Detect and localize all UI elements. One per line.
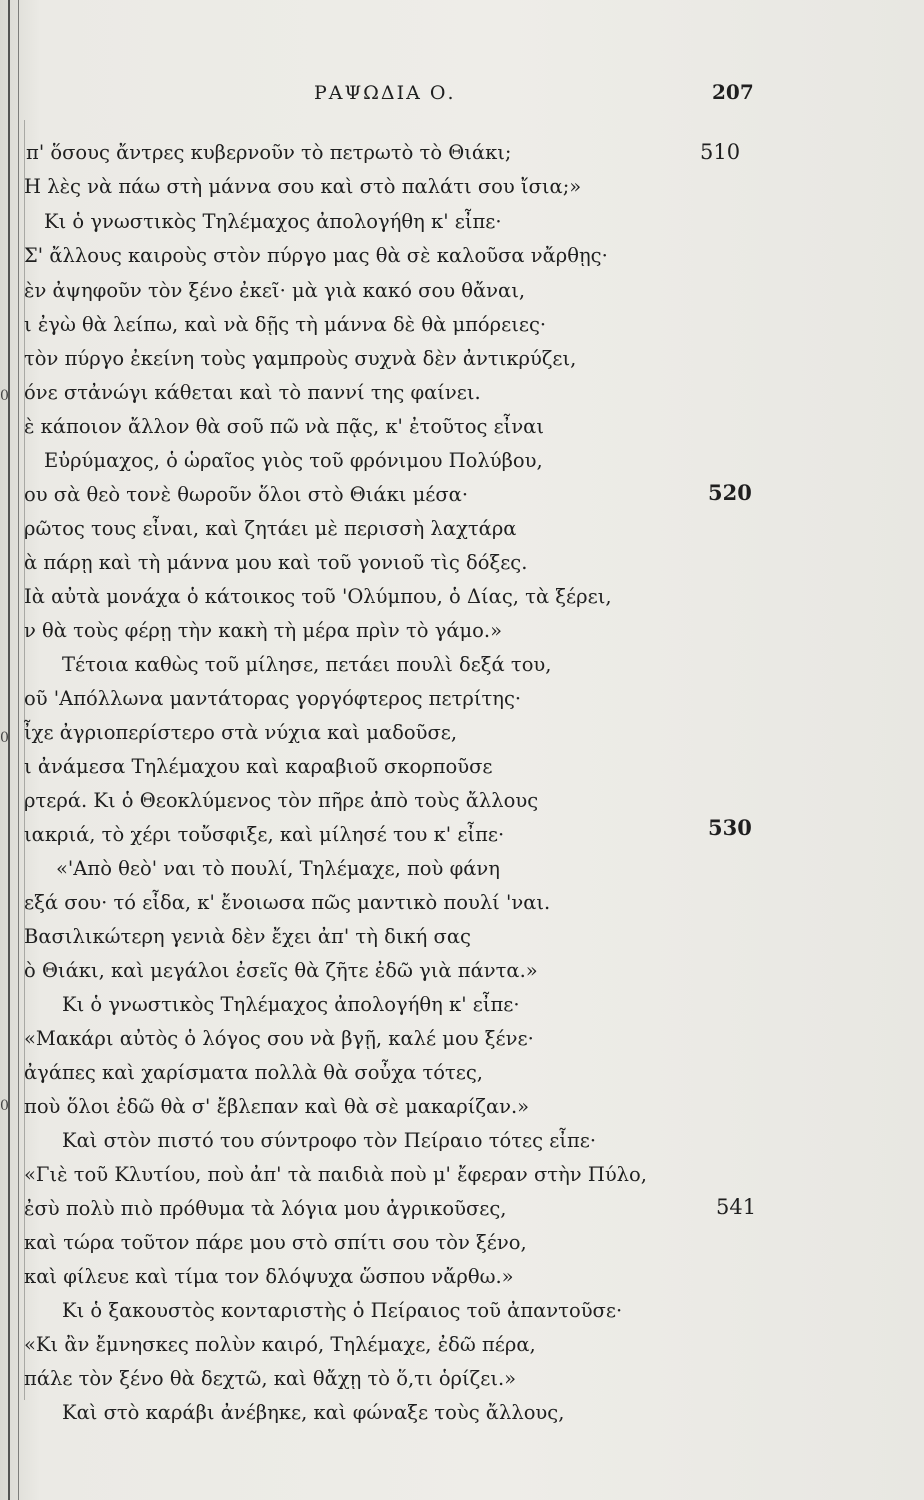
- verse-line: ὰ πάρῃ καὶ τὴ μάννα μου καὶ τοῦ γονιοῦ τὶς δόξες.: [24, 551, 528, 574]
- line-number: 520: [708, 480, 752, 505]
- verse-line: όνε στἀνώγι κάθεται καὶ τὸ παννί της φαίνει.: [24, 381, 481, 404]
- margin-mark: 0: [0, 1098, 9, 1114]
- verse-line: ρτερά. Κι ὁ Θεοκλύμενος τὸν πῆρε ἀπὸ τοὺς ἄλλους: [24, 789, 539, 812]
- verse-line: ὲ κάποιον ἄλλον θὰ σοῦ πῶ νὰ πᾷς, κ' ἐτοῦτος εἶναι: [24, 415, 544, 438]
- binding-edge-inner: [18, 0, 19, 1500]
- verse-line: «Μακάρι αὐτὸς ὁ λόγος σου νὰ βγῇ, καλέ μου ξένε·: [24, 1027, 534, 1050]
- verse-line: ἀγάπες καὶ χαρίσματα πολλὰ θὰ σοὖχα τότες,: [24, 1061, 484, 1084]
- verse-line: ου σὰ θεὸ τονὲ θωροῦν ὅλοι στὸ Θιάκι μέσα·: [24, 483, 469, 506]
- verse-line: Κι ὁ γνωστικὸς Τηλέμαχος ἀπολογήθη κ' εἶπε·: [62, 993, 520, 1016]
- verse-line: Καὶ στὸ καράβι ἀνέβηκε, καὶ φώναξε τοὺς ἄλλους,: [62, 1401, 565, 1424]
- verse-line: «Κι ἂν ἔμνησκες πολὺν καιρό, Τηλέμαχε, ἐδῶ πέρα,: [24, 1333, 536, 1356]
- verse-line: Εὐρύμαχος, ὁ ὡραῖος γιὸς τοῦ φρόνιμου Πολύβου,: [44, 449, 543, 472]
- verse-line: Τέτοια καθὼς τοῦ μίλησε, πετάει πουλὶ δεξά του,: [62, 653, 552, 676]
- verse-line: «'Απὸ θεὸ' ναι τὸ πουλί, Τηλέμαχε, ποὺ φάνη: [56, 857, 500, 880]
- page-number: 207: [712, 80, 754, 104]
- verse-line: ι ἐγὼ θὰ λείπω, καὶ νὰ δῇς τὴ μάννα δὲ θὰ μπόρειες·: [24, 313, 547, 336]
- verse-line: εξά σου· τό εἶδα, κ' ἔνοιωσα πῶς μαντικὸ πουλί 'ναι.: [24, 891, 551, 914]
- verse-line: ἶχε ἀγριοπερίστερο στὰ νύχια καὶ μαδοῦσε,: [24, 721, 458, 744]
- verse-line: ι ἀνάμεσα Τηλέμαχου καὶ καραβιοῦ σκορποῦσε: [24, 755, 493, 778]
- verse-line: Κι ὁ ξακουστὸς κονταριστὴς ὁ Πείραιος τοῦ ἀπαντοῦσε·: [62, 1299, 623, 1322]
- verse-line: τὸν πύργο ἐκείνη τοὺς γαμπροὺς συχνὰ δὲν ἀντικρύζει,: [24, 347, 577, 370]
- margin-mark: 0: [0, 388, 9, 404]
- verse-line: «Γιὲ τοῦ Κλυτίου, ποὺ ἀπ' τὰ παιδιὰ ποὺ μ' ἔφεραν στὴν Πύλο,: [24, 1163, 647, 1186]
- binding-edge: [8, 0, 10, 1500]
- verse-line: οῦ 'Απόλλωνα μαντάτορας γοργόφτερος πετρίτης·: [24, 687, 522, 710]
- verse-line: ιακριά, τὸ χέρι τοὔσφιξε, καὶ μίλησέ του κ' εἶπε·: [24, 823, 505, 846]
- verse-line: Σ' ἄλλους καιροὺς στὸν πύργο μας θὰ σὲ καλοῦσα νἄρθῃς·: [24, 244, 608, 267]
- margin-mark: 0: [0, 730, 9, 746]
- verse-line: ὲν ἀψηφοῦν τὸν ξένο ἐκεῖ· μὰ γιὰ κακό σου θἄναι,: [24, 279, 526, 302]
- line-number: 530: [708, 815, 752, 840]
- running-head: ΡΑΨΩΔΙΑ Ο.: [314, 82, 456, 104]
- verse-line: καὶ τώρα τοῦτον πάρε μου στὸ σπίτι σου τὸν ξένο,: [24, 1231, 527, 1254]
- verse-line: καὶ φίλευε καὶ τίμα τον δλόψυχα ὥσπου νἄρθω.»: [24, 1265, 514, 1288]
- verse-line: ὸ Θιάκι, καὶ μεγάλοι ἐσεῖς θὰ ζῆτε ἐδῶ γιὰ πάντα.»: [24, 959, 538, 982]
- line-number: 541: [716, 1195, 757, 1219]
- verse-line: Κι ὁ γνωστικὸς Τηλέμαχος ἀπολογήθη κ' εἶπε·: [44, 210, 502, 233]
- verse-line: ρῶτος τους εἶναι, καὶ ζητάει μὲ περισσὴ λαχτάρα: [24, 517, 517, 540]
- verse-line: Η λὲς νὰ πάω στὴ μάννα σου καὶ στὸ παλάτι σου ἴσια;»: [24, 175, 582, 198]
- verse-line: Ιὰ αὐτὰ μονάχα ὁ κάτοικος τοῦ 'Ολύμπου, ὁ Δίας, τὰ ξέρει,: [24, 585, 612, 608]
- verse-line: ἐσὺ πολὺ πιὸ πρόθυμα τὰ λόγια μου ἀγρικοῦσες,: [24, 1197, 507, 1220]
- verse-line: πάλε τὸν ξένο θὰ δεχτῶ, καὶ θἄχῃ τὸ ὅ,τι ὁρίζει.»: [24, 1367, 517, 1390]
- verse-line: ν θὰ τοὺς φέρῃ τὴν κακὴ τὴ μέρα πρὶν τὸ γάμο.»: [24, 619, 503, 642]
- verse-line: Καὶ στὸν πιστό του σύντροφο τὸν Πείραιο τότες εἶπε·: [62, 1129, 597, 1152]
- verse-line: ποὺ ὅλοι ἐδῶ θὰ σ' ἔβλεπαν καὶ θὰ σὲ μακαρίζαν.»: [24, 1095, 530, 1118]
- verse-line: π' ὅσους ἄντρες κυβερνοῦν τὸ πετρωτὸ τὸ Θιάκι;: [26, 141, 512, 164]
- line-number: 510: [700, 140, 741, 164]
- verse-line: Βασιλικώτερη γενιὰ δὲν ἔχει ἀπ' τὴ δική σας: [24, 925, 471, 948]
